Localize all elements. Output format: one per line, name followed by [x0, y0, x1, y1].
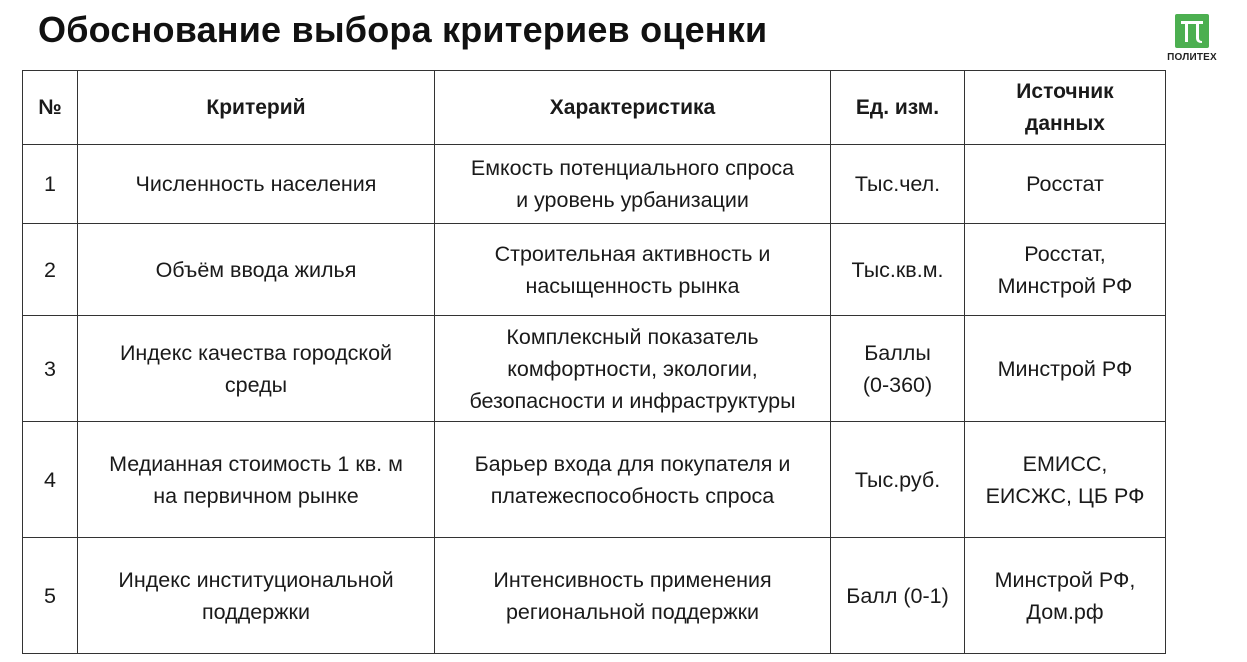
table-row — [23, 422, 1166, 538]
cell-criterion — [78, 224, 435, 316]
header-source — [965, 71, 1166, 145]
header-unit: Ед. изм. — [831, 71, 965, 145]
header-characteristic: Характеристика — [435, 71, 831, 145]
cell-line: Минстрой РФ — [997, 356, 1133, 381]
cell-line: Численность населения — [135, 172, 377, 196]
cell-line: Медианная стоимость 1 кв. м — [109, 451, 403, 476]
cell-line: Баллы — [864, 340, 931, 365]
cell-criterion — [78, 422, 435, 538]
cell-line: ЕИСЖС, ЦБ РФ — [985, 483, 1145, 508]
politech-logo — [1160, 14, 1224, 70]
logo-text: ПОЛИТЕХ — [1167, 52, 1217, 63]
cell-line: Росстат, — [1024, 241, 1106, 266]
cell-line: Барьер входа для покупателя и — [474, 451, 791, 476]
cell-source — [965, 316, 1166, 422]
cell-line: Строительная активность и — [494, 241, 771, 266]
cell-line: среды — [224, 372, 288, 397]
table-header-row — [23, 71, 1166, 145]
cell-criterion — [78, 316, 435, 422]
cell-unit — [831, 316, 965, 422]
table-row — [23, 145, 1166, 224]
cell-line: Балл (0-1) — [846, 583, 949, 608]
cell-line: Объём ввода жилья — [155, 257, 357, 282]
cell-source — [965, 538, 1166, 654]
header-source-line: данных — [1025, 111, 1105, 135]
cell-line: Минстрой РФ — [997, 273, 1133, 298]
cell-line: безопасности и инфраструктуры — [469, 388, 796, 413]
cell-characteristic — [435, 145, 831, 224]
cell-line: Тыс.чел. — [854, 172, 941, 196]
criteria-table — [22, 70, 1166, 654]
cell-line: поддержки — [202, 599, 310, 624]
cell-unit — [831, 538, 965, 654]
cell-line: Тыс.кв.м. — [851, 257, 944, 282]
header-num: № — [23, 71, 78, 145]
cell-num: 5 — [23, 538, 78, 654]
cell-line: ЕМИСС, — [1022, 451, 1108, 476]
cell-unit — [831, 145, 965, 224]
cell-line: Емкость потенциального спроса — [470, 156, 795, 180]
table-row — [23, 224, 1166, 316]
cell-criterion — [78, 145, 435, 224]
cell-num: 4 — [23, 422, 78, 538]
cell-line: на первичном рынке — [153, 483, 359, 508]
header-criterion: Критерий — [78, 71, 435, 145]
cell-characteristic — [435, 316, 831, 422]
cell-characteristic — [435, 422, 831, 538]
cell-line: Росстат — [1026, 172, 1104, 196]
table-row — [23, 316, 1166, 422]
cell-line: Интенсивность применения — [493, 567, 772, 592]
cell-line: платежеспособность спроса — [490, 483, 775, 508]
cell-characteristic — [435, 224, 831, 316]
cell-line: Комплексный показатель — [506, 324, 759, 349]
cell-characteristic — [435, 538, 831, 654]
cell-line: Дом.рф — [1026, 599, 1104, 624]
header-source-line: Источник — [1016, 79, 1114, 103]
cell-source — [965, 422, 1166, 538]
table-row — [23, 538, 1166, 654]
pi-logo-icon — [1175, 14, 1209, 48]
cell-criterion — [78, 538, 435, 654]
cell-line: региональной поддержки — [505, 599, 760, 624]
cell-num: 1 — [23, 145, 78, 224]
cell-line: Минстрой РФ, — [994, 567, 1136, 592]
cell-unit — [831, 422, 965, 538]
cell-line: насыщенность рынка — [525, 273, 740, 298]
cell-line: (0-360) — [862, 372, 933, 397]
cell-num: 2 — [23, 224, 78, 316]
cell-line: Индекс качества городской — [119, 340, 393, 365]
cell-line: и уровень урбанизации — [516, 188, 749, 212]
cell-line: Индекс институциональной — [118, 567, 394, 592]
cell-line: комфортности, экологии, — [507, 356, 758, 381]
cell-unit — [831, 224, 965, 316]
cell-num: 3 — [23, 316, 78, 422]
page-title: Обоснование выбора критериев оценки — [38, 9, 768, 50]
cell-line: Тыс.руб. — [854, 467, 941, 492]
cell-source — [965, 145, 1166, 224]
cell-source — [965, 224, 1166, 316]
